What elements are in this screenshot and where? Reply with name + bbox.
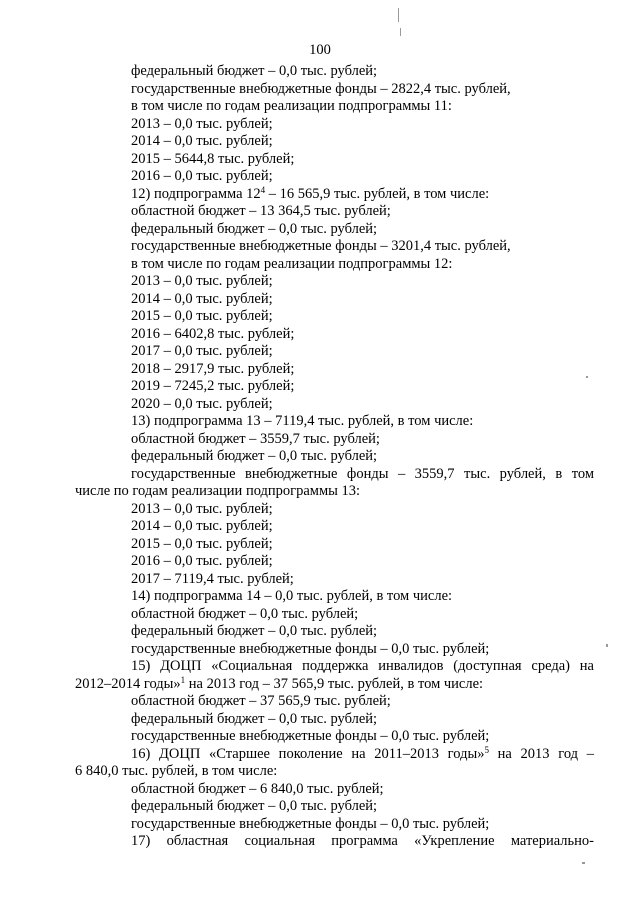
text-line: государственные внебюджетные фонды – 3201,4 тыс. рублей, (131, 238, 511, 254)
text-line: 2013 – 0,0 тыс. рублей; (131, 273, 273, 289)
text-line: федеральный бюджет – 0,0 тыс. рублей; (131, 623, 378, 639)
text-line: федеральный бюджет – 0,0 тыс. рублей; (131, 63, 378, 79)
text-line: 2015 – 0,0 тыс. рублей; (131, 536, 273, 552)
text-line: федеральный бюджет – 0,0 тыс. рублей; (131, 448, 378, 464)
text-line: областной бюджет – 6 840,0 тыс. рублей; (131, 781, 384, 797)
text-line: 2017 – 7119,4 тыс. рублей; (131, 571, 294, 587)
text-line: государственные внебюджетные фонды – 0,0 тыс. рублей; (131, 641, 490, 657)
text-line: государственные внебюджетные фонды – 0,0 тыс. рублей; (131, 816, 490, 832)
text-line: федеральный бюджет – 0,0 тыс. рублей; (131, 798, 378, 814)
text-line: федеральный бюджет – 0,0 тыс. рублей; (131, 221, 378, 237)
text-line: областной бюджет – 13 364,5 тыс. рублей; (131, 203, 391, 219)
text-line: 17) областная социальная программа «Укрепление материально- (131, 833, 594, 849)
text-line: 6 840,0 тыс. рублей, в том числе: (75, 763, 278, 779)
text-line: государственные внебюджетные фонды – 3559,7 тыс. рублей, в том (131, 466, 594, 482)
scan-mark (400, 28, 401, 36)
text-line: государственные внебюджетные фонды – 0,0 тыс. рублей; (131, 728, 490, 744)
scan-mark (582, 862, 585, 864)
scan-mark (586, 376, 588, 378)
text-line: 2016 – 0,0 тыс. рублей; (131, 168, 273, 184)
text-line: 2015 – 0,0 тыс. рублей; (131, 308, 273, 324)
text-line (131, 746, 594, 763)
text-line: 2014 – 0,0 тыс. рублей; (131, 291, 273, 307)
text-line: 13) подпрограмма 13 – 7119,4 тыс. рублей, в том числе: (131, 413, 474, 429)
footnote-mark: 1 (180, 675, 186, 685)
text-fragment: 16) ДОЦП «Старшее поколение на 2011–2013 годы» (131, 746, 485, 762)
text-line: в том числе по годам реализации подпрограммы 11: (131, 98, 452, 114)
text-fragment: 12) подпрограмма 12 (131, 186, 261, 202)
page-number: 100 (309, 42, 331, 58)
text-line: областной бюджет – 0,0 тыс. рублей; (131, 606, 359, 622)
text-line: 2014 – 0,0 тыс. рублей; (131, 133, 273, 149)
text-line: 2016 – 0,0 тыс. рублей; (131, 553, 273, 569)
text-line: 2016 – 6402,8 тыс. рублей; (131, 326, 295, 342)
text-line: федеральный бюджет – 0,0 тыс. рублей; (131, 711, 378, 727)
text-line: 15) ДОЦП «Социальная поддержка инвалидов (доступная среда) на (131, 658, 594, 674)
text-fragment: 2012–2014 годы» (75, 676, 181, 692)
text-line: областной бюджет – 37 565,9 тыс. рублей; (131, 693, 391, 709)
text-line: 2017 – 0,0 тыс. рублей; (131, 343, 273, 359)
text-line: 14) подпрограмма 14 – 0,0 тыс. рублей, в том числе: (131, 588, 453, 604)
text-line: 2015 – 5644,8 тыс. рублей; (131, 151, 295, 167)
text-line: числе по годам реализации подпрограммы 13: (75, 483, 361, 499)
scan-mark (398, 8, 399, 22)
footnote-mark: 5 (484, 745, 489, 755)
text-line: 2019 – 7245,2 тыс. рублей; (131, 378, 295, 394)
footnote-mark: 4 (260, 185, 266, 195)
text-line: государственные внебюджетные фонды – 2822,4 тыс. рублей, (131, 81, 511, 97)
text-line (131, 186, 489, 203)
text-fragment: на 2013 год – 37 565,9 тыс. рублей, в том числе: (185, 676, 484, 692)
text-line: 2013 – 0,0 тыс. рублей; (131, 501, 273, 517)
scan-mark (606, 644, 608, 647)
text-fragment: на 2013 год – (488, 746, 594, 762)
text-line: 2020 – 0,0 тыс. рублей; (131, 396, 273, 412)
text-line: областной бюджет – 3559,7 тыс. рублей; (131, 431, 380, 447)
text-line (75, 676, 483, 693)
text-fragment: – 16 565,9 тыс. рублей, в том числе: (265, 186, 490, 202)
text-line: 2014 – 0,0 тыс. рублей; (131, 518, 273, 534)
text-line: в том числе по годам реализации подпрограммы 12: (131, 256, 453, 272)
text-line: 2018 – 2917,9 тыс. рублей; (131, 361, 295, 377)
text-line: 2013 – 0,0 тыс. рублей; (131, 116, 273, 132)
